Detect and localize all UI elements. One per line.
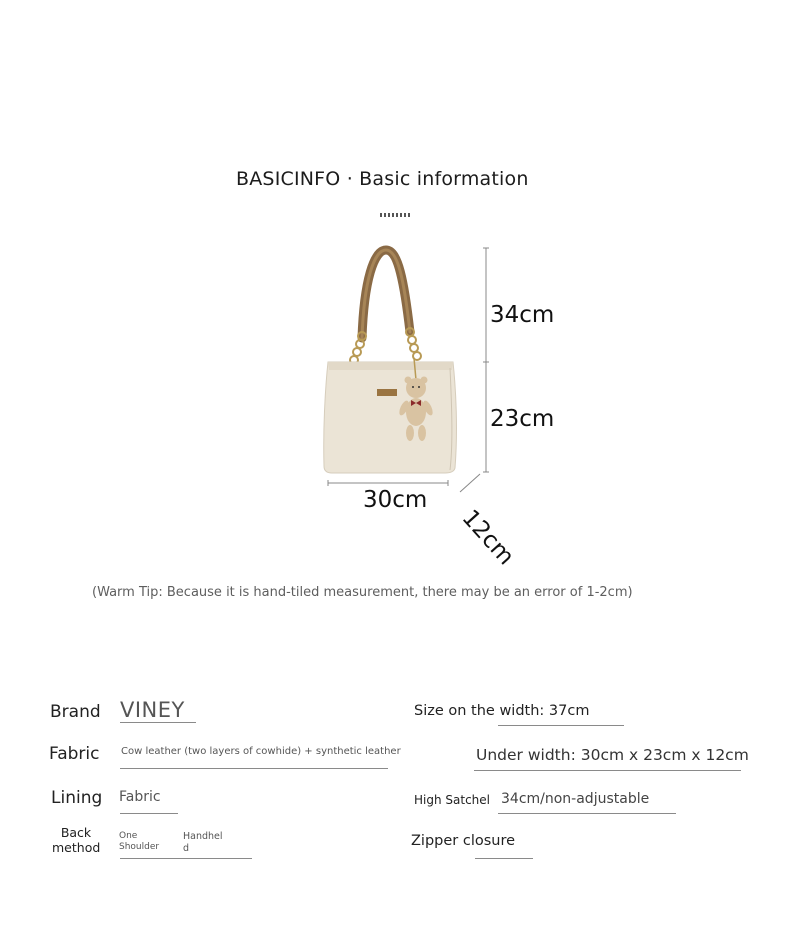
lining-value: Fabric [119, 789, 161, 805]
brand-value: VINEY [120, 698, 185, 722]
depth-label: 12cm [456, 505, 520, 571]
brand-label: Brand [50, 702, 101, 722]
back-method-value-one-shoulder: One Shoulder [119, 831, 160, 852]
fabric-label: Fabric [49, 744, 100, 764]
size-width-underline [498, 725, 624, 726]
height-total-label: 34cm [490, 302, 555, 328]
section-title: BASICINFO · Basic information [236, 168, 529, 190]
back-method-underline [120, 858, 252, 859]
title-divider-dots [380, 213, 412, 217]
size-width-label: Size on the width: 37cm [414, 703, 590, 719]
under-width-underline [474, 770, 741, 771]
product-image [300, 240, 570, 560]
closure-underline [475, 858, 533, 859]
brand-underline [120, 722, 196, 723]
closure-label: Zipper closure [411, 833, 516, 849]
lining-underline [120, 813, 178, 814]
high-satchel-label: High Satchel [414, 793, 490, 807]
fabric-underline [120, 768, 388, 769]
height-body-label: 23cm [490, 406, 555, 432]
fabric-value: Cow leather (two layers of cowhide) + synthetic leather [121, 746, 401, 757]
lining-label: Lining [51, 788, 103, 808]
high-satchel-value: 34cm/non-adjustable [501, 791, 650, 807]
warm-tip: (Warm Tip: Because it is hand-tiled measurement, there may be an error of 1-2cm) [92, 585, 633, 600]
back-method-label: Back method [52, 825, 101, 855]
high-satchel-underline [498, 813, 676, 814]
under-width-label: Under width: 30cm x 23cm x 12cm [476, 746, 749, 764]
width-label: 30cm [363, 487, 428, 513]
back-method-value-handheld: Handheld [183, 831, 223, 854]
